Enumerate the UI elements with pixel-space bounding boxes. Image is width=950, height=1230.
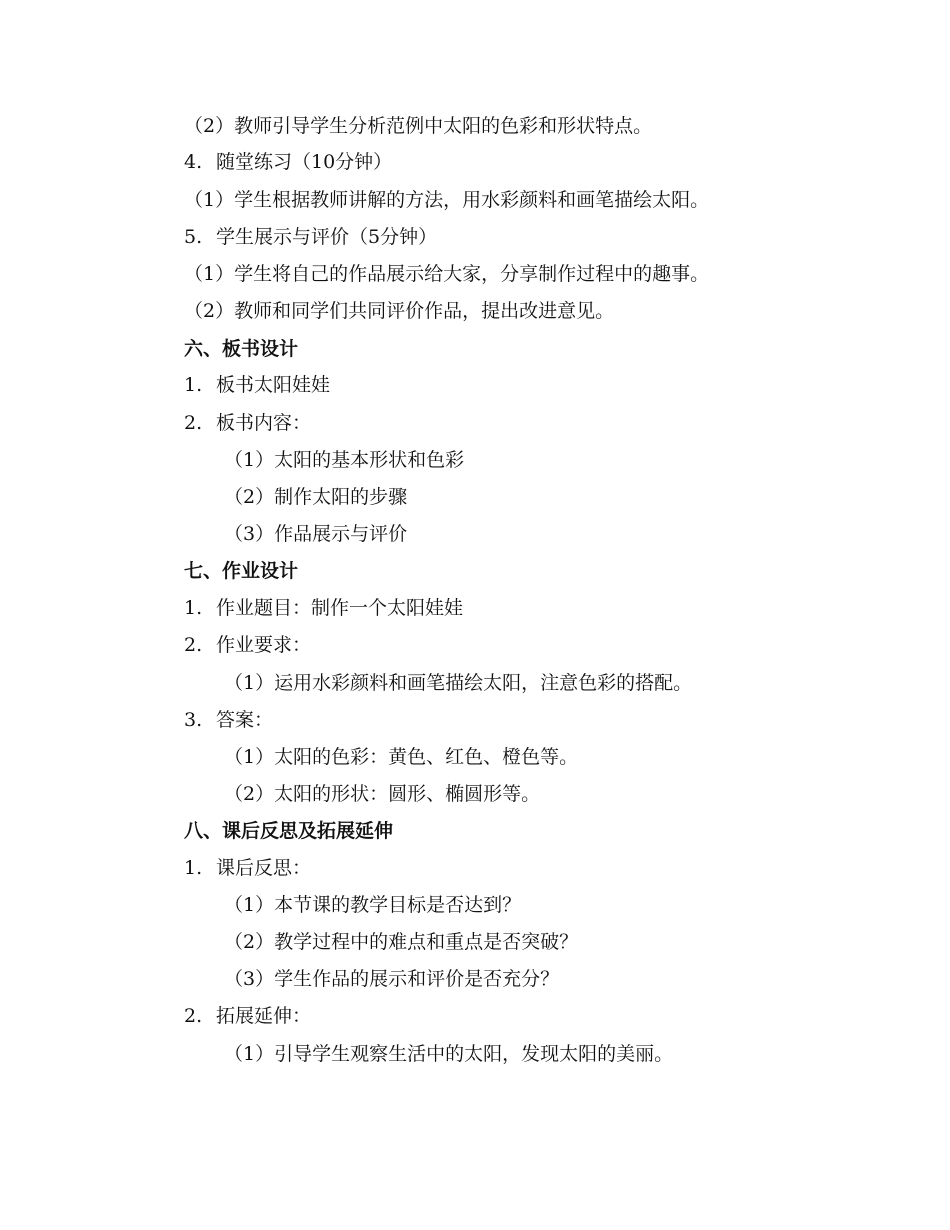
numbered-item xyxy=(184,1001,311,1031)
item-number: 5. xyxy=(184,226,203,248)
item-number: 3. xyxy=(184,709,203,731)
body-line xyxy=(184,111,652,141)
item-number: 2. xyxy=(184,412,203,434)
numbered-item xyxy=(184,630,311,660)
sub-item xyxy=(224,779,540,809)
item-text: 板书太阳娃娃 xyxy=(216,374,331,396)
body-line xyxy=(184,296,614,326)
sub-item-text: （2）制作太阳的步骤 xyxy=(224,486,408,508)
line-text: （2）教师引导学生分析范例中太阳的色彩和形状特点。 xyxy=(184,115,653,137)
numbered-item xyxy=(184,370,330,400)
sub-item-text: （2）太阳的形状：圆形、椭圆形等。 xyxy=(224,783,541,805)
sub-item-text: （1）太阳的色彩：黄色、红色、橙色等。 xyxy=(224,746,579,768)
item-text: 随堂练习（10分钟） xyxy=(216,151,393,173)
item-number: 1. xyxy=(184,374,203,396)
item-text: 作业题目：制作一个太阳娃娃 xyxy=(216,597,464,619)
item-number: 2. xyxy=(184,1005,203,1027)
item-text: 作业要求： xyxy=(216,634,312,656)
sub-item-text: （1）运用水彩颜料和画笔描绘太阳，注意色彩的搭配。 xyxy=(224,672,693,694)
body-line xyxy=(184,259,709,289)
section-heading xyxy=(184,816,393,846)
sub-item xyxy=(224,890,521,920)
section-heading xyxy=(184,334,298,364)
item-text: 课后反思： xyxy=(216,857,312,879)
item-text: 答案： xyxy=(216,709,274,731)
numbered-item xyxy=(184,853,311,883)
item-number: 1. xyxy=(184,597,203,619)
item-number: 2. xyxy=(184,634,203,656)
numbered-item xyxy=(184,147,392,177)
numbered-item xyxy=(184,705,273,735)
numbered-item xyxy=(184,408,311,438)
section-heading xyxy=(184,556,298,586)
sub-item-text: （3）学生作品的展示和评价是否充分？ xyxy=(224,968,560,990)
sub-item xyxy=(224,1039,673,1069)
item-number: 1. xyxy=(184,857,203,879)
item-text: 学生展示与评价（5分钟） xyxy=(216,226,438,248)
sub-item xyxy=(224,482,407,512)
sub-item xyxy=(224,964,559,994)
heading-text: 八、课后反思及拓展延伸 xyxy=(184,820,394,842)
numbered-item xyxy=(184,593,463,623)
line-text: （2）教师和同学们共同评价作品，提出改进意见。 xyxy=(184,300,615,322)
item-text: 板书内容： xyxy=(216,412,312,434)
item-text: 拓展延伸： xyxy=(216,1005,312,1027)
sub-item-text: （1）引导学生观察生活中的太阳，发现太阳的美丽。 xyxy=(224,1043,674,1065)
sub-item-text: （3）作品展示与评价 xyxy=(224,523,408,545)
sub-item-text: （2）教学过程中的难点和重点是否突破？ xyxy=(224,931,579,953)
heading-text: 七、作业设计 xyxy=(184,560,299,582)
sub-item-text: （1）本节课的教学目标是否达到？ xyxy=(224,894,522,916)
numbered-item xyxy=(184,222,437,252)
item-number: 4. xyxy=(184,151,203,173)
heading-text: 六、板书设计 xyxy=(184,338,299,360)
sub-item xyxy=(224,742,578,772)
sub-item xyxy=(224,668,692,698)
line-text: （1）学生根据教师讲解的方法，用水彩颜料和画笔描绘太阳。 xyxy=(184,189,710,211)
sub-item xyxy=(224,927,578,957)
sub-item xyxy=(224,445,464,475)
body-line xyxy=(184,185,709,215)
sub-item-text: （1）太阳的基本形状和色彩 xyxy=(224,449,465,471)
line-text: （1）学生将自己的作品展示给大家，分享制作过程中的趣事。 xyxy=(184,263,710,285)
sub-item xyxy=(224,519,407,549)
